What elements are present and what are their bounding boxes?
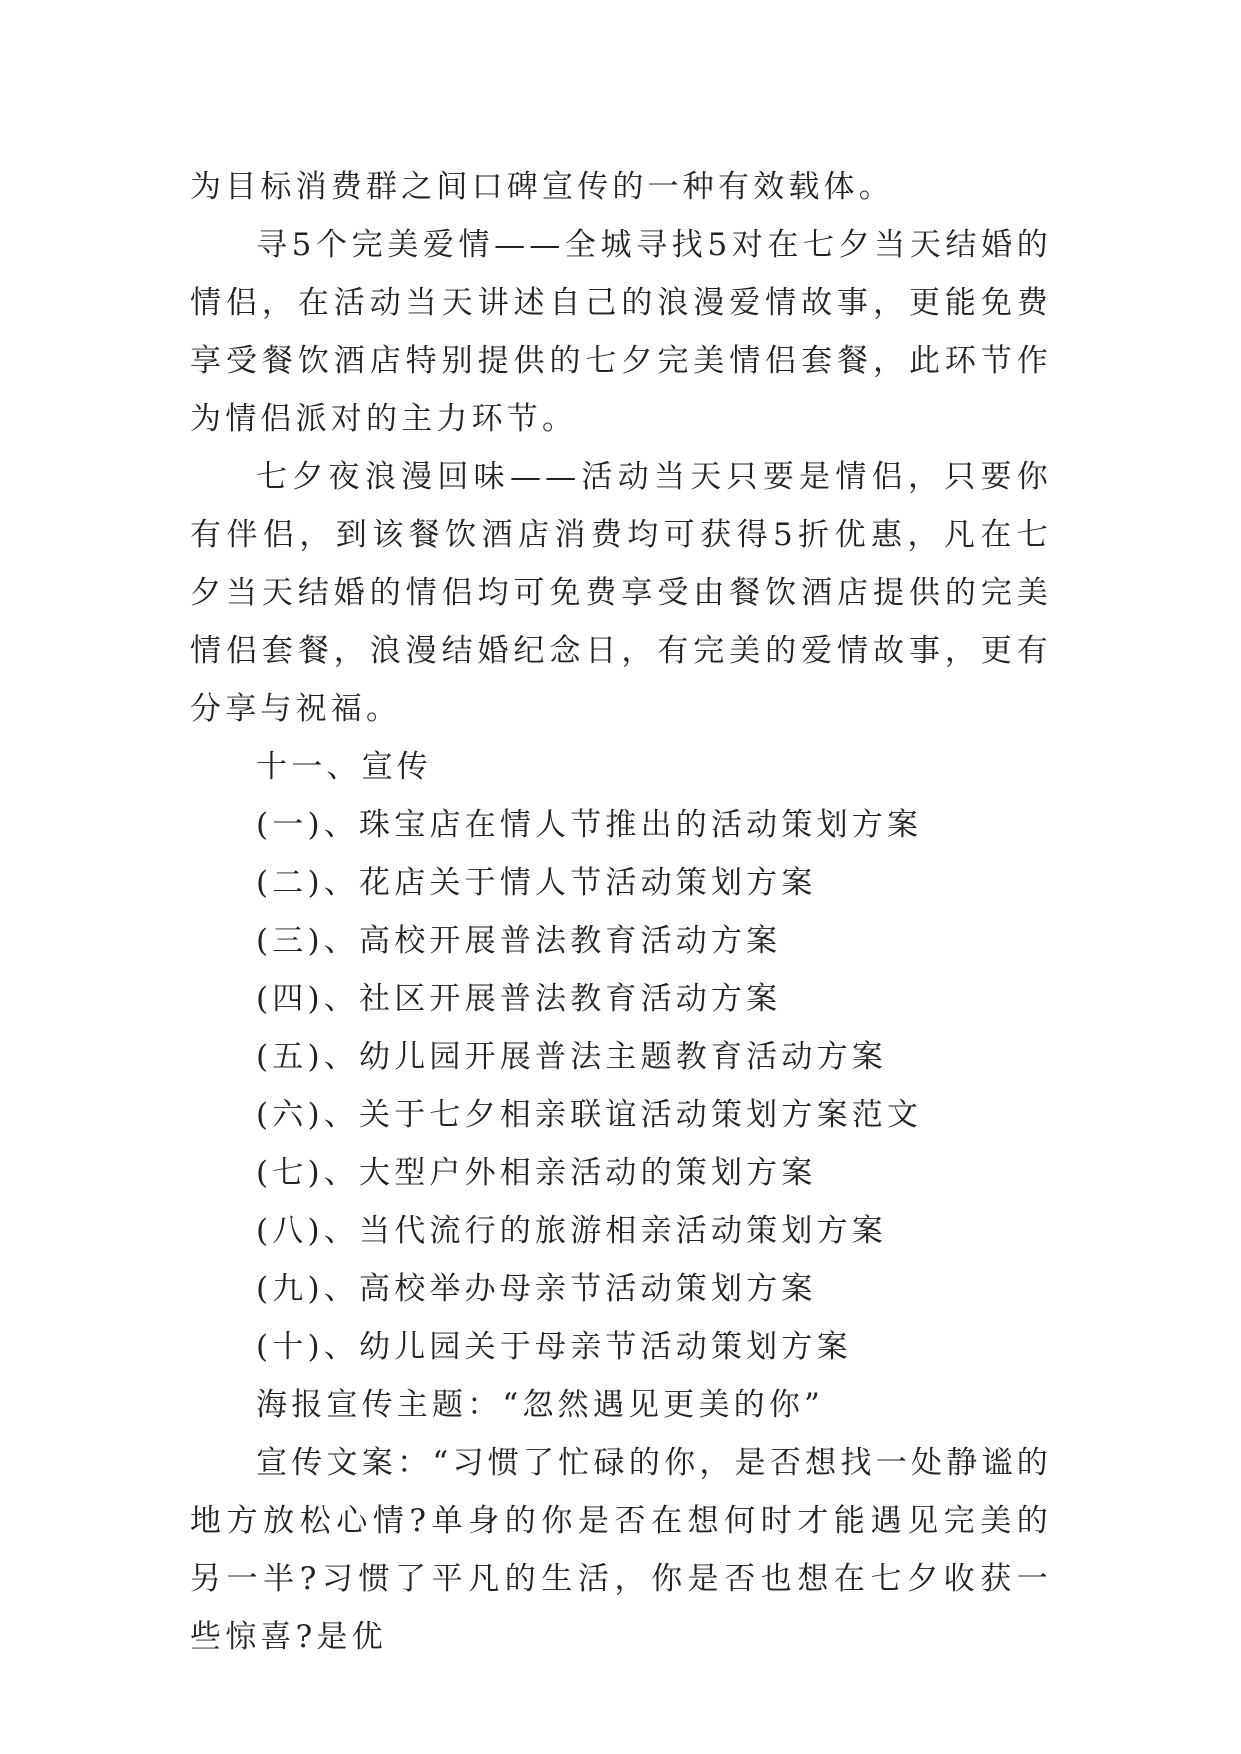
list-item: (五)、幼儿园开展普法主题教育活动方案 [256, 1039, 887, 1075]
promotion-copy: 宣传文案：“习惯了忙碌的你，是否想找一处静谧的地方放松心情?单身的你是否在想何时才能遇见完美的另一半?习惯了平凡的生活，你是否也想在七夕收获一些惊喜?是优 [190, 1445, 1052, 1655]
list-item: (四)、社区开展普法教育活动方案 [256, 981, 782, 1017]
list-item: (十)、幼儿园关于母亲节活动策划方案 [256, 1329, 852, 1365]
section-heading-promotion: 十一、宣传 [256, 749, 432, 785]
list-item: (二)、花店关于情人节活动策划方案 [256, 865, 817, 901]
paragraph-find-five-couples: 寻5个完美爱情——全城寻找5对在七夕当天结婚的情侣，在活动当天讲述自己的浪漫爱情故事，更能免费享受餐饮酒店特别提供的七夕完美情侣套餐，此环节作为情侣派对的主力环节。 [190, 227, 1052, 437]
list-item: (七)、大型户外相亲活动的策划方案 [256, 1155, 817, 1191]
list-item: (八)、当代流行的旅游相亲活动策划方案 [256, 1213, 887, 1249]
list-item: (九)、高校举办母亲节活动策划方案 [256, 1271, 817, 1307]
document-body [190, 158, 1052, 1666]
paragraph-intro-tail: 为目标消费群之间口碑宣传的一种有效载体。 [190, 169, 894, 205]
poster-theme: 海报宣传主题：“忽然遇见更美的你” [256, 1387, 825, 1423]
list-item: (一)、珠宝店在情人节推出的活动策划方案 [256, 807, 923, 843]
list-item: (六)、关于七夕相亲联谊活动策划方案范文 [256, 1097, 923, 1133]
list-item: (三)、高校开展普法教育活动方案 [256, 923, 782, 959]
paragraph-qixi-night: 七夕夜浪漫回味——活动当天只要是情侣，只要你有伴侣，到该餐饮酒店消费均可获得5折优惠，凡在七夕当天结婚的情侣均可免费享受由餐饮酒店提供的完美情侣套餐，浪漫结婚纪念日，有完美的爱情故事，更有分享与祝福。 [190, 459, 1052, 727]
